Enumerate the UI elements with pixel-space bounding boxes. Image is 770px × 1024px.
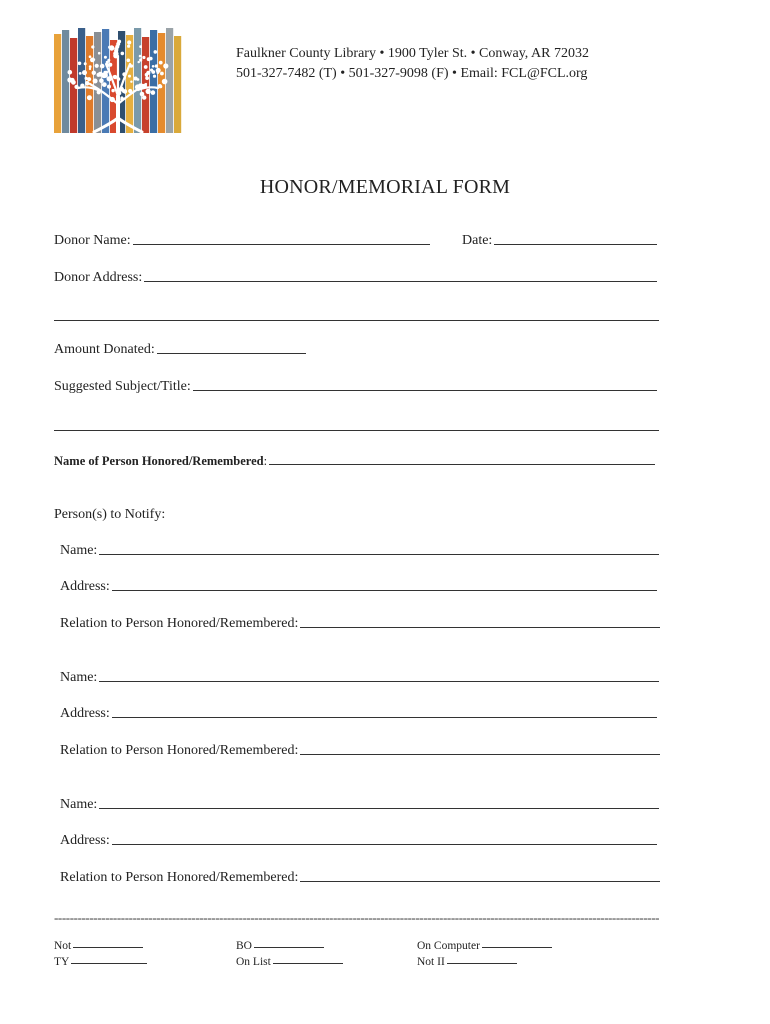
tree-leaf: [107, 85, 111, 89]
notify-address-line[interactable]: [112, 716, 657, 718]
tree-leaf: [128, 89, 132, 93]
tree-leaf: [85, 81, 90, 86]
office-bo-line[interactable]: [254, 947, 324, 948]
tree-leaf: [159, 85, 162, 88]
person-honored-colon: :: [263, 454, 268, 468]
tree-leaf: [110, 97, 115, 102]
office-bo-field[interactable]: [236, 940, 324, 952]
notify-1-address-field[interactable]: [60, 579, 657, 595]
tree-leaf: [143, 84, 147, 88]
notify-name-line[interactable]: [99, 807, 659, 809]
date-label: Date:: [462, 233, 493, 248]
office-not-ii-label: Not II: [417, 956, 445, 968]
tree-leaf: [155, 64, 158, 67]
donor-address-label: Donor Address:: [54, 270, 143, 285]
notify-2-relation-field[interactable]: [60, 743, 660, 759]
notify-heading: Person(s) to Notify:: [54, 507, 166, 522]
notify-name-label: Name:: [60, 670, 98, 685]
tree-leaf: [139, 45, 142, 48]
tree-leaf: [151, 70, 155, 74]
tree-leaf: [117, 40, 121, 44]
tree-leaf: [104, 56, 107, 59]
tree-leaf: [128, 75, 131, 78]
notify-relation-label: Relation to Person Honored/Remembered:: [60, 743, 299, 758]
book-spine: [174, 36, 181, 133]
tree-leaf: [153, 75, 156, 78]
book-spine: [126, 35, 133, 133]
tree-leaf: [149, 57, 153, 61]
person-honored-line[interactable]: [269, 463, 655, 465]
book-spine: [150, 30, 157, 133]
notify-relation-line[interactable]: [300, 880, 660, 882]
office-not-ii-field[interactable]: [417, 956, 517, 968]
tree-leaf: [89, 68, 91, 70]
tree-leaf: [117, 77, 121, 81]
amount-donated-field[interactable]: [54, 342, 306, 358]
library-logo: [54, 26, 182, 133]
tree-leaf: [154, 50, 158, 54]
tree-leaf: [162, 79, 168, 85]
amount-donated-line[interactable]: [157, 352, 306, 354]
donor-name-label: Donor Name:: [54, 233, 131, 248]
office-ty-field[interactable]: [54, 956, 147, 968]
office-not-field[interactable]: [54, 940, 143, 952]
office-not-label: Not: [54, 940, 72, 952]
library-address: Faulkner County Library • 1900 Tyler St. • Conway, AR 72032: [236, 46, 589, 61]
suggested-subject-line[interactable]: [193, 389, 657, 391]
tree-leaf: [92, 71, 96, 75]
notify-name-line[interactable]: [99, 553, 659, 555]
tree-leaf: [93, 79, 98, 84]
notify-address-label: Address:: [60, 833, 110, 848]
tree-leaf: [84, 62, 87, 65]
person-honored-field[interactable]: [54, 454, 655, 469]
tree-leaf: [91, 45, 94, 48]
office-on-list-line[interactable]: [273, 963, 343, 964]
office-on-computer-line[interactable]: [482, 947, 552, 948]
tree-leaf: [98, 52, 101, 55]
notify-relation-line[interactable]: [300, 753, 660, 755]
tree-leaf: [89, 55, 92, 58]
tree-leaf: [87, 95, 92, 100]
book-spine: [78, 28, 85, 133]
tree-leaf: [68, 70, 73, 75]
notify-2-address-field[interactable]: [60, 706, 657, 722]
notify-3-relation-field[interactable]: [60, 870, 660, 886]
notify-address-line[interactable]: [112, 589, 657, 591]
tree-leaf: [95, 64, 99, 68]
tree-leaf: [116, 90, 120, 94]
suggested-subject-line-2[interactable]: [54, 430, 659, 431]
tree-leaf: [139, 58, 142, 61]
tree-leaf: [130, 81, 132, 83]
tree-leaf: [127, 59, 131, 63]
donor-name-line[interactable]: [133, 243, 430, 245]
person-honored-label: Name of Person Honored/Remembered: [54, 454, 264, 468]
notify-relation-line[interactable]: [300, 626, 660, 628]
tree-leaf: [152, 65, 155, 68]
tree-leaf: [80, 84, 84, 88]
notify-1-name-field[interactable]: [60, 543, 659, 559]
tree-leaf: [144, 65, 148, 69]
notify-relation-label: Relation to Person Honored/Remembered:: [60, 870, 299, 885]
date-line[interactable]: [494, 243, 657, 245]
tree-leaf: [107, 59, 110, 62]
donor-address-line-2[interactable]: [54, 320, 659, 321]
tree-leaf: [106, 64, 110, 68]
tree-leaf: [160, 72, 164, 76]
donor-address-field[interactable]: [54, 270, 657, 286]
tree-leaf: [121, 52, 125, 56]
notify-address-label: Address:: [60, 706, 110, 721]
notify-2-name-field[interactable]: [60, 670, 659, 686]
tree-leaf: [109, 45, 114, 50]
notify-3-name-field[interactable]: [60, 797, 659, 813]
office-not-ii-line[interactable]: [447, 963, 517, 964]
suggested-subject-label: Suggested Subject/Title:: [54, 379, 191, 394]
form-title: HONOR/MEMORIAL FORM: [259, 176, 511, 198]
library-contact: 501-327-7482 (T) • 501-327-9098 (F) • Email: FCL@FCL.org: [236, 66, 588, 81]
tree-leaf: [71, 80, 76, 85]
tree-leaf: [102, 82, 107, 87]
tree-leaf: [156, 71, 159, 74]
tree-leaf: [107, 76, 112, 81]
donor-name-field[interactable]: [54, 233, 430, 249]
suggested-subject-field[interactable]: [54, 379, 657, 395]
office-use-divider: ----------------------------------------------------------------------------------------------------------------------------------------------------------: [54, 910, 660, 925]
office-bo-label: BO: [236, 940, 252, 952]
tree-leaf: [142, 56, 145, 59]
tree-leaf: [97, 73, 101, 77]
tree-leaf: [97, 90, 101, 94]
notify-relation-label: Relation to Person Honored/Remembered:: [60, 616, 299, 631]
notify-address-label: Address:: [60, 579, 110, 594]
office-ty-line[interactable]: [71, 963, 147, 964]
tree-leaf: [87, 77, 91, 81]
tree-leaf: [114, 47, 118, 51]
tree-leaf: [121, 97, 124, 100]
tree-leaf: [146, 71, 150, 75]
notify-name-line[interactable]: [99, 680, 659, 682]
tree-leaf: [146, 89, 151, 94]
tree-leaf: [127, 40, 131, 44]
tree-leaf: [93, 58, 96, 61]
tree-leaf: [127, 45, 130, 48]
donor-address-line[interactable]: [144, 280, 657, 282]
tree-leaf: [142, 95, 146, 99]
amount-donated-label: Amount Donated:: [54, 342, 155, 357]
tree-leaf: [135, 84, 140, 89]
tree-leaf: [163, 63, 168, 68]
office-ty-label: TY: [54, 956, 70, 968]
tree-leaf: [139, 55, 142, 58]
notify-3-address-field[interactable]: [60, 833, 657, 849]
tree-leaf: [122, 72, 126, 76]
date-field[interactable]: [462, 233, 657, 249]
tree-leaf: [102, 72, 108, 78]
notify-name-label: Name:: [60, 543, 98, 558]
notify-1-relation-field[interactable]: [60, 616, 660, 632]
tree-leaf: [145, 76, 149, 80]
tree-leaf: [74, 85, 78, 89]
tree-leaf: [137, 78, 140, 81]
notify-address-line[interactable]: [112, 843, 657, 845]
tree-leaf: [99, 78, 104, 83]
office-on-list-label: On List: [236, 956, 271, 968]
tree-leaf: [113, 75, 116, 78]
tree-leaf: [78, 62, 82, 66]
office-not-line[interactable]: [73, 947, 143, 948]
tree-leaf: [100, 64, 105, 69]
office-on-computer-field[interactable]: [417, 940, 552, 952]
office-on-list-field[interactable]: [236, 956, 343, 968]
tree-leaf: [130, 64, 134, 68]
tree-leaf: [89, 65, 92, 68]
office-on-computer-label: On Computer: [417, 940, 480, 952]
tree-leaf: [82, 70, 87, 75]
book-spine: [54, 34, 61, 133]
tree-leaf: [151, 90, 156, 95]
tree-leaf: [122, 90, 125, 93]
notify-name-label: Name:: [60, 797, 98, 812]
tree-leaf: [138, 61, 140, 63]
tree-leaf: [159, 61, 163, 65]
tree-leaf: [111, 89, 114, 92]
tree-leaf: [79, 72, 82, 75]
